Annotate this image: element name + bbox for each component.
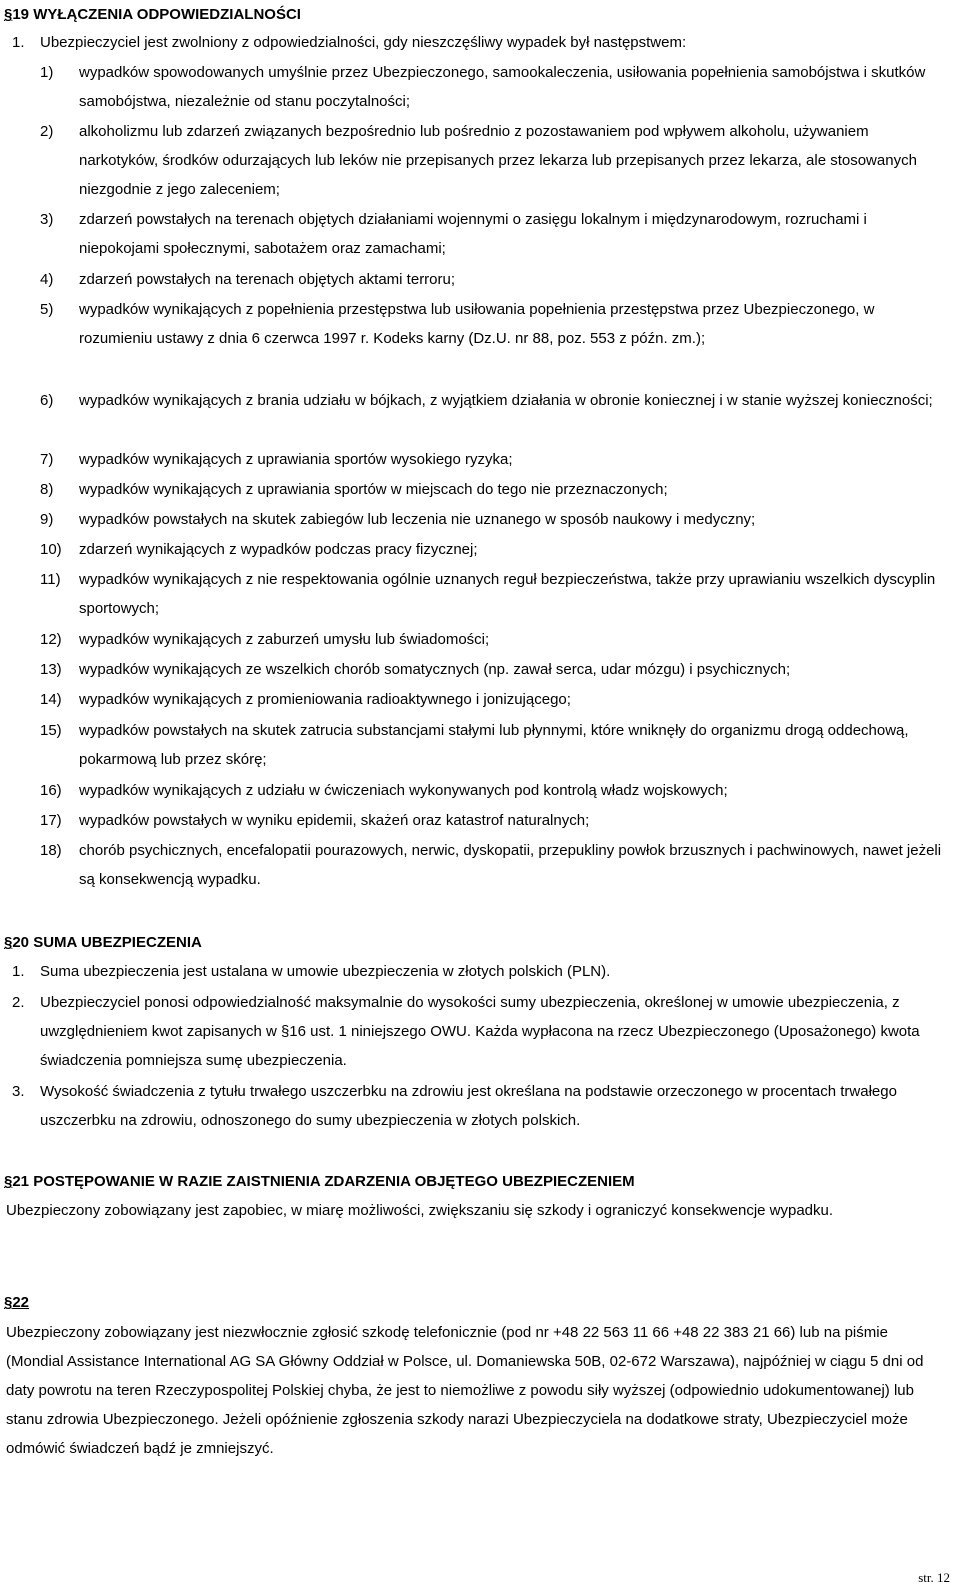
- section-21-heading: §21 POSTĘPOWANIE W RAZIE ZAISTNIENIA ZDARZENIA OBJĘTEGO UBEZPIECZENIEM: [4, 1173, 635, 1190]
- section-22-heading: §22: [4, 1294, 30, 1311]
- section-20-heading: §20 SUMA UBEZPIECZENIA: [4, 934, 202, 951]
- section-22-text: Ubezpieczony zobowiązany jest niezwłocznie zgłosić szkodę telefonicznie (pod nr +48 22 563 11 66 +48 22 383 21 66) lub na piśmie (Mondial Assistance International AG SA Główny Oddział w Polsce, ul. Domaniewska 50B, 02-672 Warszawa), najpóźniej w ciągu 5 dni od daty powrotu na teren Rzeczypospolitej Polskiej chyba, że jest to niemożliwe z powodu siły wyższej (odpowiednio udokumentowanej) lub stanu zdrowia Ubezpieczonego. Jeżeli opóźnienie zgłoszenia szkody narazi Ubezpieczyciela na dodatkowe straty, Ubezpieczyciel może odmówić świadczeń bądź je zmniejszyć.: [6, 1324, 924, 1457]
- section-19-heading: §19 WYŁĄCZENIA ODPOWIEDZIALNOŚCI: [4, 6, 301, 23]
- page-number: str. 12: [918, 1570, 950, 1585]
- section-21-text: Ubezpieczony zobowiązany jest zapobiec, w miarę możliwości, zwiększaniu się szkody i ograniczyć konsekwencje wypadku.: [6, 1202, 834, 1219]
- document-page: §19 WYŁĄCZENIA ODPOWIEDZIALNOŚCI 1. Ubezpieczyciel jest zwolniony z odpowiedzialności, gdy nieszczęśliwy wypadek był następstwem: 1) wypadków spowodowanych umyślnie przez Ubezpieczonego, samookaleczenia, usiłowania popełnienia samobójstwa i skutków samobójstwa, niezależnie od stanu poczytalności; 2) alkoholizmu lub zdarzeń związanych bezpośrednio lub pośrednio z pozostawaniem pod wpływem alkoholu, używaniem narkotyków, środków odurzających lub leków nie przepisanych przez lekarza lub przepisanych przez lekarza, ale stosowanych niezgodnie z jego zaleceniem; 3) zdarzeń powstałych na terenach objętych działaniami wojennymi o zasięgu lokalnym i międzynarodowym, rozruchami i niepokojami społecznymi, sabotażem oraz zamachami; 4) zdarzeń powstałych na terenach objętych aktami terroru; 5) wypadków wynikających z popełnienia przestępstwa lub usiłowania popełnienia przestępstwa przez Ubezpieczonego, w rozumieniu ustawy z dnia 6 czerwca 1997 r. Kodeks karny (Dz.U. nr 88, poz. 553 z późn. zm.); 6) wypadków wynikających z brania udziału w bójkach, z wyjątkiem działania w obronie koniecznej i w stanie wyższej konieczności; 7) wypadków wynikających z uprawiania sportów wysokiego ryzyka; 8) wypadków wynikających z uprawiania sportów w miejscach do tego nie przeznaczonych; 9) wypadków powstałych na skutek zabiegów lub leczenia nie uznanego w sposób naukowy i medyczny; 10) zdarzeń wynikających z wypadków podczas pracy fizycznej; 11) wypadków wynikających z nie respektowania ogólnie uznanych reguł bezpieczeństwa, także przy uprawianiu wszelkich dyscyplin sportowych; 12) wypadków wynikających z zaburzeń umysłu lub świadomości; 13) wypadków wynikających ze wszelkich chorób somatycznych (np. zawał serca, udar mózgu) i psychicznych; 14) wypadków wynikających z promieniowania radioaktywnego i jonizującego; 15) wypadków powstałych na skutek zatrucia substancjami stałymi lub płynnymi, które wniknęły do organizmu drogą oddechową, pokarmową lub przez skórę; 16) wypadków wynikających z udziału w ćwiczeniach wykonywanych pod kontrolą władz wojskowych; 17) wypadków powstałych w wyniku epidemii, skażeń oraz katastrof naturalnych; 18) chorób psychicznych, encefalopatii pourazowych, nerwic, dyskopatii, przepukliny powłok brzusznych i pachwinowych, nawet jeżeli są konsekwencją wypadku. §20 SUMA UBEZPIECZENIA 1. Suma ubezpieczenia jest ustalana w umowie ubezpieczenia w złotych polskich (PLN). 2. Ubezpieczyciel ponosi odpowiedzialność maksymalnie do wysokości sumy ubezpieczenia, określonej w umowie ubezpieczenia, z uwzględnieniem kwot zapisanych w §16 ust. 1 niniejszego OWU. Każda wypłacona na rzecz Ubezpieczonego (Uposażonego) kwota świadczenia pomniejsza sumę ubezpieczenia. 3. Wysokość świadczenia z tytułu trwałego uszczerbku na zdrowiu jest określana na podstawie orzeczonego w procentach trwałego uszczerbku na zdrowiu, odnoszonego do sumy ubezpieczenia w złotych polskich. §21 POSTĘPOWANIE W RAZIE ZAISTNIENIA ZDARZENIA OBJĘTEGO UBEZPIECZENIEM Ubezpieczony zobowiązany jest zapobiec, w miarę możliwości, zwiększaniu się szkody i ograniczyć konsekwencje wypadku. §22 Ubezpieczony zobowiązany jest niezwłocznie zgłosić szkodę telefonicznie (pod nr +48 22 563 11 66 +48 22 383 21 66) lub na piśmie (Mondial Assistance International AG SA Główny Oddział w Polsce, ul. Domaniewska 50B, 02-672 Warszawa), najpóźniej w ciągu 5 dni od daty powrotu na teren Rzeczypospolitej Polskiej chyba, że jest to niemożliwe z powodu siły wyższej (odpowiednio udokumentowanej) lub stanu zdrowia Ubezpieczonego. Jeżeli opóźnienie zgłoszenia szkody narazi Ubezpieczyciela na dodatkowe straty, Ubezpieczyciel może odmówić świadczeń bądź je zmniejszyć. str. 12: [4, 6, 950, 1585]
